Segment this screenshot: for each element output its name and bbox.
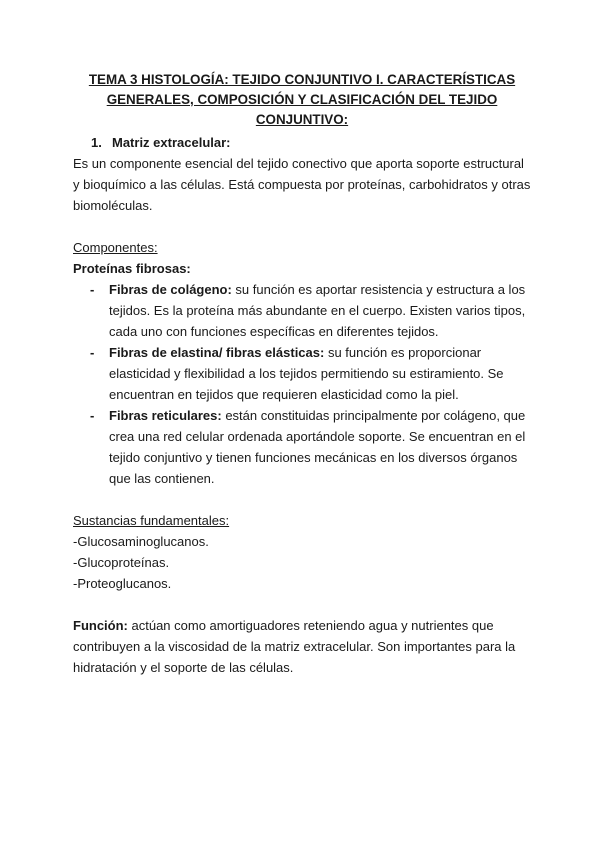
section-number: 1. — [91, 135, 102, 150]
funcion-term: Función: — [73, 618, 128, 633]
proteinas-fibrosas-label: Proteínas fibrosas: — [73, 261, 191, 276]
document-title — [79, 70, 525, 130]
title-line-1: TEMA 3 HISTOLOGÍA: TEJIDO CONJUNTIVO I. CARACTERÍSTICAS — [88, 72, 516, 87]
componentes-label: Componentes: — [73, 240, 158, 255]
term-elastina: Fibras de elastina/ fibras elásticas: — [109, 345, 325, 360]
sustancia-item-1: -Glucosaminoglucanos. — [73, 534, 209, 549]
term-colageno: Fibras de colágeno: — [109, 282, 232, 297]
list-item-elastina — [73, 342, 531, 405]
dash-marker: - — [90, 282, 95, 297]
title-line-2: GENERALES, COMPOSICIÓN Y CLASIFICACIÓN DEL TEJIDO — [106, 92, 498, 107]
section-heading-text: Matriz extracelular: — [112, 135, 231, 150]
sustancia-item-2: -Glucoproteínas. — [73, 555, 170, 570]
desc-colageno: su función es aportar resistencia y estructura a los tejidos. Es la proteína más abundante en el cuerpo. Existen varios tipos, cada uno con funciones específicas en diferentes tejidos. — [109, 282, 526, 339]
funcion-paragraph — [73, 615, 531, 678]
fibras-list — [73, 279, 531, 489]
desc-reticulares: están constituidas principalmente por colágeno, que crea una red celular ordenada aportándole soporte. Se encuentran en el tejido conjuntivo y tienen funciones mecánicas en los diversos órganos que las contienen. — [109, 408, 526, 486]
spacer — [73, 489, 531, 510]
dash-marker: - — [90, 345, 95, 360]
term-reticulares: Fibras reticulares: — [109, 408, 222, 423]
sustancia-item-3: -Proteoglucanos. — [73, 576, 172, 591]
list-item-reticulares — [73, 405, 531, 489]
spacer — [73, 216, 531, 237]
intro-paragraph: Es un componente esencial del tejido conectivo que aporta soporte estructural y bioquímico a las células. Está compuesta por proteínas, carbohidratos y otras biomoléculas. — [73, 156, 531, 213]
dash-marker: - — [90, 408, 95, 423]
title-line-3: CONJUNTIVO: — [255, 112, 349, 127]
spacer — [73, 594, 531, 615]
section-heading-matriz — [91, 132, 531, 153]
list-item-colageno — [73, 279, 531, 342]
funcion-text: actúan como amortiguadores reteniendo agua y nutrientes que contribuyen a la viscosidad de la matriz extracelular. Son importantes para la hidratación y el soporte de las células. — [73, 618, 516, 675]
document-page — [73, 70, 531, 678]
desc-elastina: su función es proporcionar elasticidad y flexibilidad a los tejidos permitiendo su estiramiento. Se encuentran en tejidos que requieren elasticidad como la piel. — [109, 345, 504, 402]
sustancias-label: Sustancias fundamentales: — [73, 513, 230, 528]
